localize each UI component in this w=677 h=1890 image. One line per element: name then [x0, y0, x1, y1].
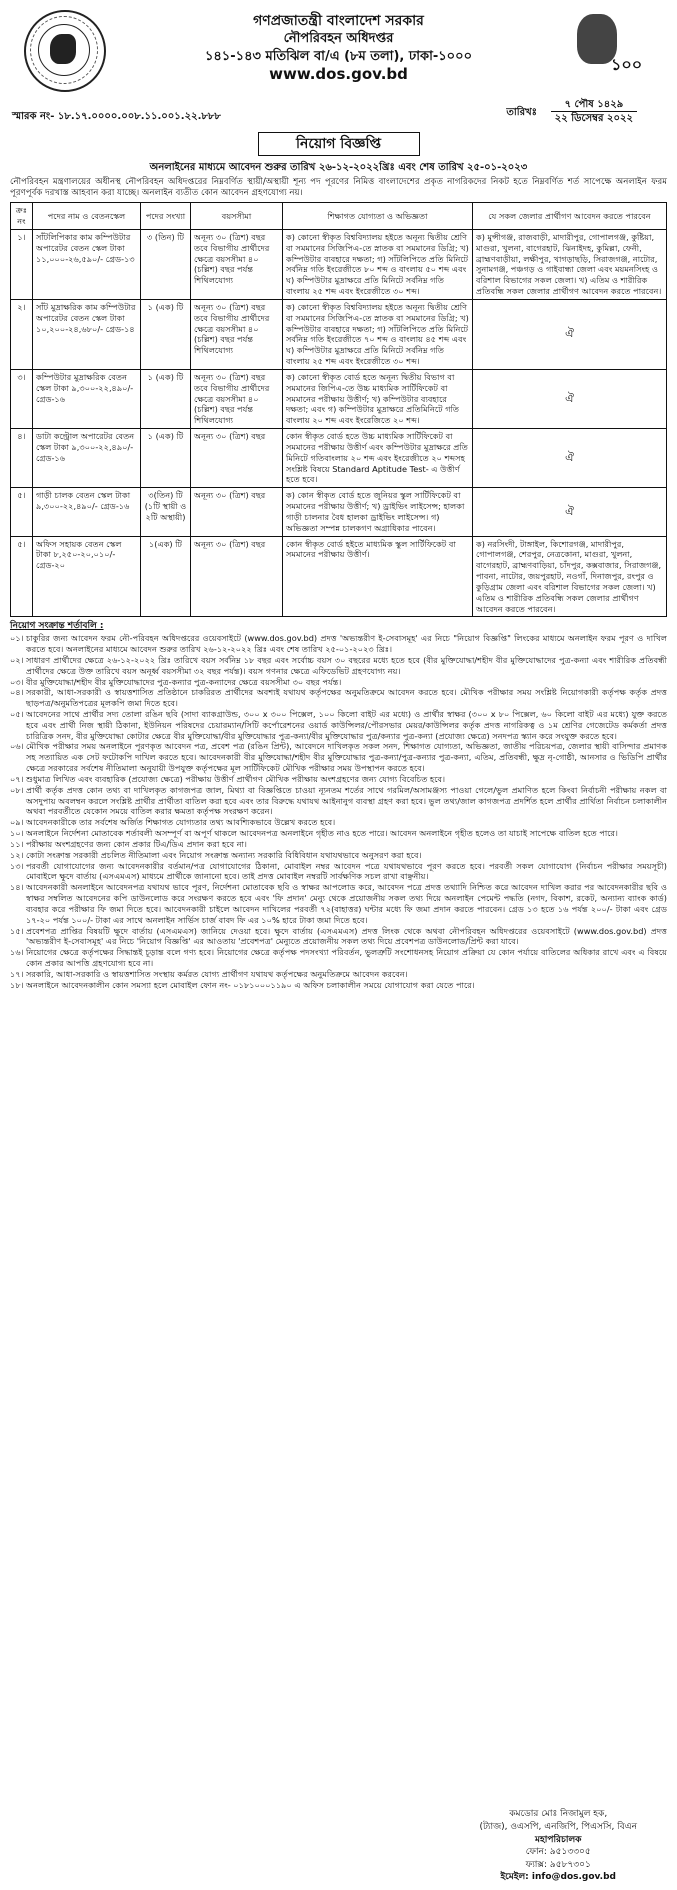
row-districts: ক) মুন্সীগঞ্জ, রাজবাড়ী, মাদারীপুর, গোপালগঞ্জ, কুষ্টিয়া, মাগুরা, খুলনা, বাগেরহাট, ঝিনাইদহ, কুমিল্লা, ফেনী, ব্রাহ্মণবাড়ীয়া, লক্ষীপুর, খাগড়াছড়ি, সিরাজগঞ্জ, নাটোর, সুনামগঞ্জ, পঞ্চগড় ও গাইবান্ধা জেলা এবং ময়মনসিংহ ও বরিশাল বিভাগের সকল জেলা। খ) এতিম ও শারীরিক প্রতিবন্ধি সকল জেলার প্রার্থীগণ আবেদন করতে পারবেন। [473, 230, 667, 300]
row-count: ৩ (তিন) টি [141, 230, 191, 300]
signatory-fax: ফ্যাক্স: ৯৫৮৭৩০১ [525, 1859, 591, 1870]
col-header-sl: ক্রঃ নং [11, 203, 33, 230]
row-age: অনূন্য ৩০ (ত্রিশ) বছর [191, 488, 283, 536]
term-number: ০২। [10, 654, 24, 665]
term-item [10, 633, 667, 655]
row-post: সাঁট মুদ্রাক্ষরিক কাম কম্পিউটার অপারেটর বেতন স্কেল টাকা ১০,২০০-২৪,৬৮০/- গ্রেড-১৪ [33, 299, 141, 369]
row-districts: ঐ [473, 488, 667, 536]
term-text: প্রার্থী কর্তৃক প্রদত্ত কোন তথ্য বা দাখিলকৃত কাগজপত্র জাল, মিথ্যা বা বিজ্ঞপ্তিতে চাওয়া ন্যূনতম শর্তের সাথে গরমিল/অসামঞ্জস্য পাওয়া গেলে/ভুল প্রমাণিত হলে কিংবা নির্বাচনী পরীক্ষায় নকল বা অসদুপায় অবলম্বন করলে সংশ্লিষ্ট প্রার্থীর প্রার্থীতা বাতিল করা হবে এবং তার বিরুদ্ধে যথাযথ আইনানুগ ব্যবস্থা গ্রহণ করা হবে। ভুল তথ্য/জাল কাগজপত্র প্রদর্শিত হলে প্রার্থীর প্রার্থিতা নির্বাচন চলাকালীন অথবা পরবর্তীতে যেকোন সময়ে বাতিল করার ক্ষমতা কর্তৃপক্ষ সংরক্ষণ করেন। [26, 784, 667, 817]
memo-number: স্মারক নং- ১৮.১৭.০০০০.০০৮.১১.০০১.২২.৮৮৮ [12, 111, 221, 122]
term-item [10, 926, 667, 948]
term-text: বীর মুক্তিযোদ্ধা/শহীদ বীর মুক্তিযোদ্ধাদের পুত্র-কন্যার পুত্র-কন্যাদের ক্ষেত্রে বয়সসীমা ৩০ বছর পর্যন্ত। [26, 676, 342, 687]
term-number: ১৬। [10, 947, 24, 958]
row-count: ১(এক) টি [141, 536, 191, 617]
term-number: ১৫। [10, 925, 24, 936]
term-text: পরবর্তী যোগাযোগের জন্য আবেদনকারীর বর্তমান/পত্র যোগাযোগের ঠিকানা, মোবাইল নম্বর আবেদন পত্রে যথাযথভাবে পূরণ করতে হবে। পরবর্তী সকল যোগাযোগ (নির্বাচন পরীক্ষার সময়সূচী) মোবাইলে ক্ষুদে বার্তায় (এসএমএস) মাধ্যমে প্রার্থীকে জানানো হবে। তাই প্রদত্ত মোবাইল নম্বরটি সার্বক্ষণিক সচল রাখা বাঞ্ছনীয়। [26, 860, 667, 882]
term-text: সরকারী, আধা-সরকারী ও স্বায়ত্তশাসিত প্রতিষ্ঠানে চাকরিরত প্রার্থীদের অবশ্যই যথাযথ কর্তৃপক্ষের অনুমতিক্রমে আবেদন করতে হবে। মৌখিক পরীক্ষার সময় সংশ্লিষ্ট নিয়োগকারী কর্তৃপক্ষ কর্তৃক প্রদত্ত ছাড়পত্র/অনুমতিপত্রের মূলকপি জমা দিতে হবে। [26, 687, 667, 709]
row-post: কম্পিউটার মুদ্রাক্ষরিক বেতন স্কেল টাকা ৯,৩০০-২২,৪৯০/- গ্রেড-১৬ [33, 369, 141, 428]
term-item [10, 861, 667, 883]
term-text: শুধুমাত্র লিখিত এবং ব্যবহারিক (প্রযোজ্য ক্ষেত্রে) পরীক্ষায় উত্তীর্ণ প্রার্থীগণ মৌখিক পরীক্ষায় অংশগ্রহণের জন্য যোগ্য বিবেচিত হবে। [26, 773, 446, 784]
term-number: ০৪। [10, 687, 24, 698]
term-item [10, 882, 667, 925]
terms-title: নিয়োগ সংক্রান্ত শর্তাবলি : [10, 621, 104, 632]
term-item [10, 828, 667, 839]
term-text: চাকুরির জন্য আবেদন ফরম নৌ-পরিবহন অধিদপ্তরের ওয়েবসাইটে (www.dos.gov.bd) প্রদত্ত 'অভ্যন্তরীণ ই-সেবাসমূহ' এর নিচে "নিয়োগ বিজ্ঞপ্তি" লিংকের মাধ্যমে অনলাইন ফরম পূরণ ও দাখিল করতে হবে। অনলাইনের মাধ্যমে আবেদন শুরুর তারিখ ২৬-১২-২০২২ খ্রিঃ এবং শেষ তারিখ ২৫-০১-২০২৩ খ্রিঃ। [26, 633, 667, 655]
signatory-name: কমডোর মোঃ নিজামুল হক, [509, 1809, 608, 1820]
col-header-post: পদের নাম ও বেতনস্কেল [33, 203, 141, 230]
term-text: প্রবেশপত্র প্রাপ্তির বিষয়টি ক্ষুদে বার্তায় (এসএমএস) জানিয়ে দেওয়া হবে। ক্ষুদে বার্তায় (এসএমএস) প্রদত্ত লিংক থেকে অথবা নৌপরিবহন অধিদপ্তরের ওয়েবসাইটে (www.dos.gov.bd) প্রদত্ত 'অভ্যন্তরীণ ই-সেবাসমূহ' এর নিচে 'নিয়োগ বিজ্ঞপ্তি' এর আওতায় 'প্রবেশপত্র' মেন্যুতে প্রয়োজনীয় সকল তথ্য দিয়ে প্রবেশপত্র ডাউনলোড/প্রিন্ট করা যাবে। [26, 925, 667, 947]
row-count: ১ (এক) টি [141, 299, 191, 369]
col-header-count: পদের সংখ্যা [141, 203, 191, 230]
notice-intro: নৌপরিবহন মন্ত্রণালয়ের অধীনস্থ নৌপরিবহন অধিদপ্তরের নিম্নবর্ণিত স্থায়ী/অস্থায়ী শূন্য পদ পূরণের নিমিত্ত বাংলাদেশের প্রকৃত নাগরিকদের নিকট হতে নিম্নবর্ণিত শর্ত সাপেক্ষে অনলাইন ফরম পূরণপূর্বক দরখাস্ত আহবান করা যাচ্ছে। অনলাইন ব্যতীত কোন আবেদন গ্রহণযোগ্য নয়। [10, 176, 667, 198]
term-item [10, 850, 667, 861]
row-qualification: কোন স্বীকৃত বোর্ড হতে উচ্চ মাধ্যমিক সার্টিফিকেট বা সমমানের পরীক্ষায় উত্তীর্ণ এবং কম্পিউটার মুদ্রাক্ষরে প্রতি মিনিটে গতিবাংলায় ২০ শব্দ এবং ইংরেজীতে ২০ শব্দসহ সংশ্লিষ্ট বিষয়ে Standard Aptitude Test- এ উত্তীর্ণ হতে হবে। [283, 429, 473, 488]
signature-block [479, 1808, 637, 1884]
col-header-age: বয়সসীমা [191, 203, 283, 230]
row-qualification: ক) কোন স্বীকৃত বোর্ড হতে জুনিয়র স্কুল সার্টিফিকেট বা সমমানের পরীক্ষায় উত্তীর্ণ; খ) ড্রাইভিং লাইসেন্স; হালকা গাড়ী চালনার বৈধ হালকা ড্রাইভিং লাইসেন্স। গ) অভিজ্ঞতা সম্পন্ন চালকগণ অগ্রাধিকার পাবেন। [283, 488, 473, 536]
row-sl: ১। [11, 230, 33, 300]
signatory-designation: মহাপরিচালক [535, 1834, 582, 1845]
term-number: ০৩। [10, 676, 24, 687]
term-item [10, 687, 667, 709]
term-item [10, 969, 667, 980]
term-text: আবেদনকারীকে তার সর্বশেষ অর্জিত শিক্ষাগত যোগ্যতার তথ্য আবশ্যিকভাবে উল্লেখ করতে হবে। [26, 817, 336, 828]
table-row [11, 299, 667, 369]
term-number: ১৮। [10, 979, 24, 990]
row-districts: ক) নরসিংদী, টাঙ্গাইল, কিশোরগঞ্জ, মাদারীপুর, গোপালগঞ্জ, শেরপুর, নেত্রকোনা, মাগুরা, খুলনা, বাগেরহাট, ব্রাহ্মণবাড়িয়া, চাঁদপুর, কক্সবাজার, সিরাজগঞ্জ, পাবনা, নাটোর, জয়পুরহাট, নওগাঁ, দিনাজপুর, রংপুর ও কুড়িগ্রাম জেলা এবং বরিশাল বিভাগের সকল জেলা। খ) এতিম ও শারীরিক প্রতিবন্ধি সকল জেলার প্রার্থীগণ আবেদন করতে পারবেন। [473, 536, 667, 617]
table-row [11, 536, 667, 617]
row-sl: ৫। [11, 488, 33, 536]
date-block [506, 98, 637, 125]
term-text: মৌখিক পরীক্ষার সময় অনলাইনে পূরণকৃত আবেদন পত্র, প্রবেশ পত্র (রঙিন প্রিন্ট), আবেদনে দাখিলকৃত সকল সনদ, শিক্ষাগত যোগ্যতা, অভিজ্ঞতা, জাতীয় পরিচয়পত্র, জেলার স্থায়ী বাসিন্দার প্রমাণক সহ সত্যায়িত এক সেট ফটোকপি দাখিল করতে হবে। আবেদনকারী বীর মুক্তিযোদ্ধা/শহীদ বীর মুক্তিযোদ্ধার পুত্র-কন্যা/পুত্র-কন্যার পুত্র-কন্যা, এতিম, প্রতিবন্ধী, ক্ষুদ্র নৃ-গোষ্ঠী, আনসার ও ভিডিপি প্রার্থীর ক্ষেত্রে সরকারের সর্বশেষ নীতিমালা অনুযায়ী উপযুক্ত কর্তৃপক্ষের মূল সার্টিফিকেট মৌখিক পরীক্ষার সময় উপস্থাপন করতে হবে। [26, 741, 667, 774]
row-qualification: ক) কোনো স্বীকৃত বোর্ড হতে অনূন্য দ্বিতীয় বিভাগ বা সমমানের জিপিএ-তে উচ্চ মাধ্যমিক সার্টিফিকেট বা সমমানের পরীক্ষায় উত্তীর্ণ; খ) কম্পিউটার ব্যবহারে দক্ষতা; এবং গ) কম্পিউটার মুদ্রাক্ষরে প্রতিমিনিটে গতি বাংলায় ২০ শব্দ এবং ইংরেজিতে ২০ শব্দ। [283, 369, 473, 428]
term-item [10, 677, 667, 688]
term-text: পরীক্ষায় অংশগ্রহণের জন্য কোন প্রকার টিএ/ডিএ প্রদান করা হবে না। [26, 838, 247, 849]
term-text: অনলাইনে নির্দেশনা মোতাবেক শর্তাবলী অসম্পূর্ণ বা অপূর্ণ থাকলে আবেদনপত্র অনলাইনে গৃহীত নাও হতে পারে। আবেদন অনলাইনে গৃহীত হলেও তা যাচাই সাপেক্ষে বাতিল হতে পারে। [26, 828, 618, 839]
term-number: ১২। [10, 849, 24, 860]
online-application-dates: অনলাইনের মাধ্যমে আবেদন শুরুর তারিখ ২৬-১২-২০২২খ্রিঃ এবং শেষ তারিখ ২৫-০১-২০২৩ [149, 162, 528, 174]
row-districts: ঐ [473, 369, 667, 428]
term-number: ০৫। [10, 709, 24, 719]
term-number: ০৯। [10, 817, 24, 828]
row-count: ৩(তিন) টি (১টি স্থায়ী ও ২টি অস্থায়ী) [141, 488, 191, 536]
term-item [10, 839, 667, 850]
term-number: ১৩। [10, 860, 24, 871]
term-number: ০৮। [10, 784, 24, 795]
row-qualification: ক) কোনো স্বীকৃত বিশ্ববিদ্যালয় হইতে অনূন্য দ্বিতীয় শ্রেণি বা সমমানের সিজিপিএ-তে স্নাতক বা সমমানের ডিগ্রি; খ) কম্পিউটার ব্যবহারে দক্ষতা; গ) সাঁটলিপিতে প্রতি মিনিটে সর্বনিম্ন গতি ইংরেজীতে ৭০ শব্দ ও বাংলায় ৪৫ শব্দ এবং ঘ) কম্পিউটার মুদ্রাক্ষরে প্রতি মিনিটে সর্বনিম্ন গতি বাংলায় ২৫ শব্দ এবং ইংরেজীতে ৩০ শব্দ। [283, 299, 473, 369]
row-age: অনূন্য ৩০ (ত্রিশ) বছর [191, 536, 283, 617]
table-row [11, 230, 667, 300]
row-post: গাড়ী চালক বেতন স্কেল টাকা ৯,৩০০-২২,৪৯০/- গ্রেড-১৬ [33, 488, 141, 536]
col-header-qualification: শিক্ষাগত যোগ্যতা ও অভিজ্ঞতা [283, 203, 473, 230]
term-item [10, 785, 667, 817]
term-text: কোটা সংক্রান্ত সরকারী প্রচলিত নীতিমালা এবং নিয়োগ সংক্রান্ত অন্যান্য সরকারি বিধিবিধান যথাযথভাবে অনুসরণ করা হবে। [26, 849, 422, 860]
term-text: আবেদনকারী অনলাইনে আবেদনপত্র যথাযথ ভাবে পূরণ, নির্দেশনা মোতাবেক ছবি ও স্বাক্ষর আপলোড করে, আবেদন পত্রে প্রদত্ত তথ্যাদি নিশ্চিত করে আবেদন দাখিল করার পর আবেদনকারীর ছবি ও স্বাক্ষর সম্বলিত আবেদনের কপি ডাউনলোড করে সংরক্ষণ করতে হবে এবং 'ফি প্রদান' মেন্যু থেকে প্রয়োজনীয় সকল তথ্য দিয়ে অনলাইন পেমেন্ট পদ্ধতি (নগদ, বিকাশ, রকেট, অন্যান্য ব্যাংক কার্ড) ব্যবহার করে পরীক্ষার ফি জমা দিতে হবে। আবেদনকারী চাইলে আবেদন দাখিলের পরবর্তী ৭২(বাহাত্তর) ঘন্টার মধ্যে ফি জমা প্রদান করতে পারবেন। গ্রেড ১৩ হতে ১৬ পর্যন্ত ২০০/- টাকা এবং গ্রেড ১৭-২০ পর্যন্ত ১০০/- টাকা এর সাথে অনলাইন সার্ভিস চার্জ বাবদ ফি এর ১০% হারে টাকা জমা দিতে হবে। [26, 882, 667, 925]
table-row [11, 369, 667, 428]
notice-title: নিয়োগ বিজ্ঞপ্তি [258, 132, 420, 156]
term-number: ১৪। [10, 882, 24, 893]
vacancy-table [10, 202, 667, 617]
row-age: অনূন্য ৩০ (ত্রিশ) বছর তবে বিভাগীয় প্রার্থীদের ক্ষেত্রে বয়সসীমা ৪০ (চল্লিশ) বছর পর্যন্ত শিথিলযোগ্য [191, 230, 283, 300]
row-districts: ঐ [473, 429, 667, 488]
terms-section [10, 621, 667, 990]
signatory-email[interactable]: ইমেইল: info@dos.gov.bd [500, 1872, 616, 1883]
row-sl: ৩। [11, 369, 33, 428]
table-row [11, 429, 667, 488]
row-post: ডাটা কন্ট্রোল অপারেটর বেতন স্কেল টাকা ৯,৩০০-২২,৪৯০/- গ্রেড-১৬ [33, 429, 141, 488]
row-post: অফিস সহায়ক বেতন স্কেল টাকা ৮,২৫০-২০,০১০/- গ্রেড-২০ [33, 536, 141, 617]
row-age: অনূন্য ৩০ (ত্রিশ) বছর তবে বিভাগীয় প্রার্থীদের ক্ষেত্রে বয়সসীমা ৪০ (চল্লিশ) বছর পর্যন্ত শিথিলযোগ্য [191, 369, 283, 428]
term-text: অনলাইনে আবেদনকালীন কোন সমস্যা হলে মোবাইল ফোন নং- ০১৮১০০০১১৯০ এ অফিস চলাকালীন সময়ে যোগাযোগ করা যেতে পারে। [26, 979, 475, 990]
term-item [10, 655, 667, 677]
row-qualification: ক) কোনো স্বীকৃত বিশ্ববিদ্যালয় হইতে অনূন্য দ্বিতীয় শ্রেণি বা সমমানের সিজিপিএ-তে স্নাতক বা সমমানের ডিগ্রি; খ) কম্পিউটার ব্যবহারে দক্ষতা; গ) সাঁটলিপিতে প্রতি মিনিটে সর্বনিম্ন গতি ইংরেজীতে ৮০ শব্দ ও বাংলায় ৫০ শব্দ এবং ঘ) কম্পিউটার মুদ্রাক্ষরে প্রতি মিনিটে সর্বনিম্ন গতি বাংলায় ২৫ শব্দ এবং ইংরেজীতে ৩০ শব্দ। [283, 230, 473, 300]
table-header-row [11, 203, 667, 230]
term-text: সাধারণ প্রার্থীদের ক্ষেত্রে ২৬-১২-২০২২ খ্রিঃ তারিখে বয়স সর্বনিম্ন ১৮ বছর এবং সর্বোচ্চ বয়স ৩০ বছরের মধ্যে হতে হবে (বীর মুক্তিযোদ্ধা/শহীদ বীর মুক্তিযোদ্ধাদের পুত্র-কন্যা এবং শারীরিক প্রতিবন্ধী প্রার্থীদের ক্ষেত্রে উক্ত তারিখে বয়স অনূর্ধ্ব বয়সসীমা ৩২ বছর পর্যন্ত)। বয়স গণনার ক্ষেত্রে এফিডেভিট গ্রহণযোগ্য নয়। [26, 654, 667, 676]
row-count: ১ (এক) টি [141, 369, 191, 428]
term-text: আবেদনের সাথে প্রার্থীর সদ্য তোলা রঙিন ছবি (সাদা ব্যাকগ্রাউন্ড, ৩০০ x ৩০০ পিক্সেল, ১০০ কিলো বাইট এর মধ্যে) ও প্রার্থীর স্বাক্ষর (৩০০ x ৮০ পিক্সেল, ৬০ কিলো বাইট এর মধ্যে) যুক্ত করতে হবে এবং প্রার্থী নিজ স্থায়ী ঠিকানা, ইউনিয়ন পরিষদের চেয়ারম্যান/সিটি কর্পোরেশনের ওয়ার্ড কাউন্সিলর/পৌরসভার মেয়র/কাউন্সিলর কর্তৃক প্রদত্ত নাগরিকত্ব ও ১ম শ্রেণির গেজেটেড কর্মকর্তা প্রদত্ত চারিত্রিক সনদ, বীর মুক্তিযোদ্ধা কোটার ক্ষেত্রে বীর মুক্তিযোদ্ধা/বীর মুক্তিযোদ্ধার পুত্র-কন্যা/বীর মুক্তিযোদ্ধার পুত্র/কন্যার পুত্র-কন্যা (প্রযোজ্য ক্ষেত্রে) সনদপত্র স্ক্যান করে সংযুক্ত করতে হবে। [26, 709, 667, 741]
dept-name: নৌপরিবহন অধিদপ্তর [283, 31, 394, 47]
govt-name: গণপ্রজাতন্ত্রী বাংলাদেশ সরকার [253, 13, 424, 29]
terms-list [10, 633, 667, 990]
signatory-phone: ফোন: ৯৫১৩৩০৫ [525, 1847, 591, 1858]
row-districts: ঐ [473, 299, 667, 369]
term-item [10, 947, 667, 969]
term-item [10, 741, 667, 773]
signatory-credentials: (ট্যাজ), ওএসপি, এনজিপি, পিএসসি, বিএন [479, 1822, 637, 1833]
term-number: ১০। [10, 828, 24, 839]
term-number: ০৬। [10, 741, 24, 752]
col-header-districts: যে সকল জেলার প্রার্থীগণ আবেদন করতে পারবেন [473, 203, 667, 230]
term-text: নিয়োগের ক্ষেত্রে কর্তৃপক্ষের সিদ্ধান্তই চূড়ান্ত বলে গণ্য হবে। নিয়োগের ক্ষেত্রে কর্তৃপক্ষ পদসংখ্যা পরিবর্তন, ভুলত্রুটি সংশোধনসহ নিয়োগ প্রক্রিয়া যে কোন পর্যায়ে বাতিলের অধিকার রাখে এবং এ বিষয়ে কোন প্রকার আপত্তি গ্রহণযোগ্য হবে না। [26, 947, 667, 969]
term-number: ০৭। [10, 773, 24, 784]
term-item [10, 774, 667, 785]
term-item [10, 817, 667, 828]
row-post: সাঁটলিপিকার কাম কম্পিউটার অপারেটর বেতন স্কেল টাকা ১১,০০০-২৬,৫৯০/- গ্রেড-১৩ [33, 230, 141, 300]
row-age: অনূন্য ৩০ (ত্রিশ) বছর তবে বিভাগীয় প্রার্থীদের ক্ষেত্রে বয়সসীমা ৪০ (চল্লিশ) বছর পর্যন্ত শিথিলযোগ্য [191, 299, 283, 369]
dept-address: ১৪১-১৪৩ মতিঝিল বা/এ (৮ম তলা), ঢাকা-১০০০ [204, 48, 473, 64]
date-english: ২২ ডিসেম্বর ২০২২ [554, 113, 633, 125]
term-number: ১১। [10, 838, 24, 849]
header [10, 6, 667, 124]
row-sl: ৪। [11, 429, 33, 488]
government-seal-icon [24, 10, 106, 92]
row-sl: ৫। [11, 536, 33, 617]
row-count: ১ (এক) টি [141, 429, 191, 488]
row-sl: ২। [11, 299, 33, 369]
date-label: তারিখঃ [506, 107, 537, 118]
row-qualification: কোন স্বীকৃত বোর্ড হইতে মাধ্যমিক স্কুল সার্টিফিকেট বা সমমানের পরীক্ষায় উত্তীর্ণ। [283, 536, 473, 617]
table-row [11, 488, 667, 536]
term-text: সরকারি, আধা-সরকারি ও স্বায়ত্তশাসিত সংস্থায় কর্মরত যোগ্য প্রার্থীগণ যথাযথ কর্তৃপক্ষের অনুমতিক্রমে আবেদন করবেন। [26, 968, 408, 979]
row-age: অনূন্য ৩০ (ত্রিশ) বছর [191, 429, 283, 488]
mujib-100-logo-icon: ১০০ [571, 10, 649, 88]
date-bengali: ৭ পৌষ ১৪২৯ [551, 98, 637, 112]
term-item [10, 709, 667, 741]
term-number: ০১। [10, 633, 24, 644]
term-number: ১৭। [10, 968, 24, 979]
term-item [10, 980, 667, 991]
dept-website[interactable]: www.dos.gov.bd [269, 64, 408, 83]
